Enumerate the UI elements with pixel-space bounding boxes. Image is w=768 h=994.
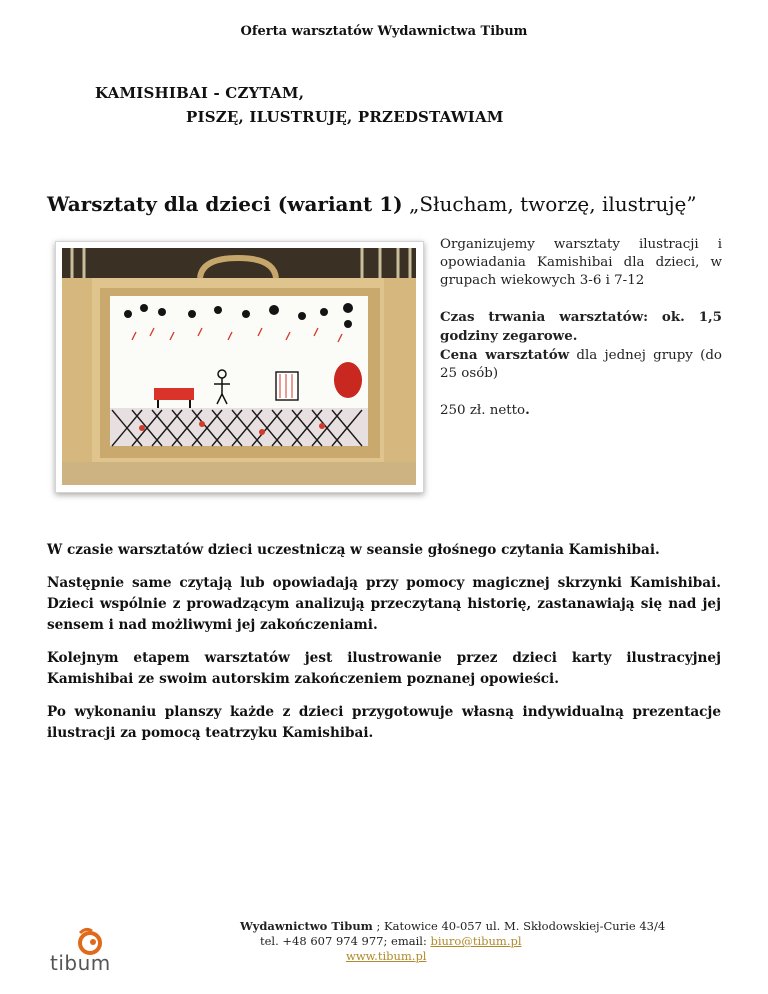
footer-website-line: [240, 949, 710, 964]
tibum-logo: [46, 927, 126, 977]
price-description: dla jednej grupy (do 25 osób): [440, 348, 722, 381]
workshop-info: [440, 236, 722, 438]
page-header: Oferta warsztatów Wydawnictwa Tibum: [240, 24, 528, 39]
tibum-logo-text: tibum: [50, 951, 111, 975]
section-heading-bold: Warsztaty dla dzieci (wariant 1): [47, 192, 403, 216]
description-paragraph-1: W czasie warsztatów dzieci uczestniczą w seansie głośnego czytania Kamishibai.: [47, 542, 660, 558]
kamishibai-photo: [55, 241, 424, 493]
footer-contact-line: [240, 934, 710, 949]
footer-address-line: [240, 919, 710, 934]
page-footer: [240, 919, 710, 964]
description-paragraph-2: Następnie same czytają lub opowiadają przy pomocy magicznej skrzynki Kamishibai. Dzieci wspólnie z prowadzącym analizują przeczytaną historię, zastanawiają się nad jej sensem i nad możliwymi jej zakończeniami.: [47, 575, 721, 633]
footer-phone: tel. +48 607 974 977; email:: [260, 934, 431, 948]
intro-paragraph: Organizujemy warsztaty ilustracji i opowiadania Kamishibai dla dzieci, w grupach wiekowych 3-6 i 7-12: [440, 237, 722, 288]
kamishibai-illustration: [62, 248, 416, 485]
title-line-2: PISZĘ, ILUSTRUJĘ, PRZEDSTAWIAM: [186, 108, 504, 126]
section-heading-quote: „Słucham, tworzę, ilustruję”: [402, 192, 697, 216]
email-link[interactable]: biuro@tibum.pl: [430, 934, 522, 948]
footer-address: ; Katowice 40-057 ul. M. Skłodowskiej-Curie 43/4: [372, 919, 666, 933]
workshop-description: [47, 540, 721, 756]
duration-text: Czas trwania warsztatów: ok. 1,5 godziny zegarowe.: [440, 309, 722, 344]
price-label: Cena warsztatów: [440, 347, 570, 363]
footer-company: Wydawnictwo Tibum: [240, 919, 373, 933]
title-line-1: KAMISHIBAI - CZYTAM,: [95, 84, 305, 102]
price-dot: .: [525, 402, 530, 418]
website-link[interactable]: www.tibum.pl: [346, 949, 427, 963]
description-paragraph-4: Po wykonaniu planszy każde z dzieci przygotowuje własną indywidualną prezentacje ilustracji za pomocą teatrzyku Kamishibai.: [47, 704, 721, 741]
price-value: 250 zł. netto: [440, 403, 526, 418]
description-paragraph-3: Kolejnym etapem warsztatów jest ilustrowanie przez dzieci karty ilustracyjnej Kamishibai ze swoim autorskim zakończeniem poznanej opowieści.: [47, 650, 721, 687]
section-heading: [47, 192, 697, 216]
price-paragraph: [440, 401, 722, 420]
duration-price-paragraph: [440, 308, 722, 383]
